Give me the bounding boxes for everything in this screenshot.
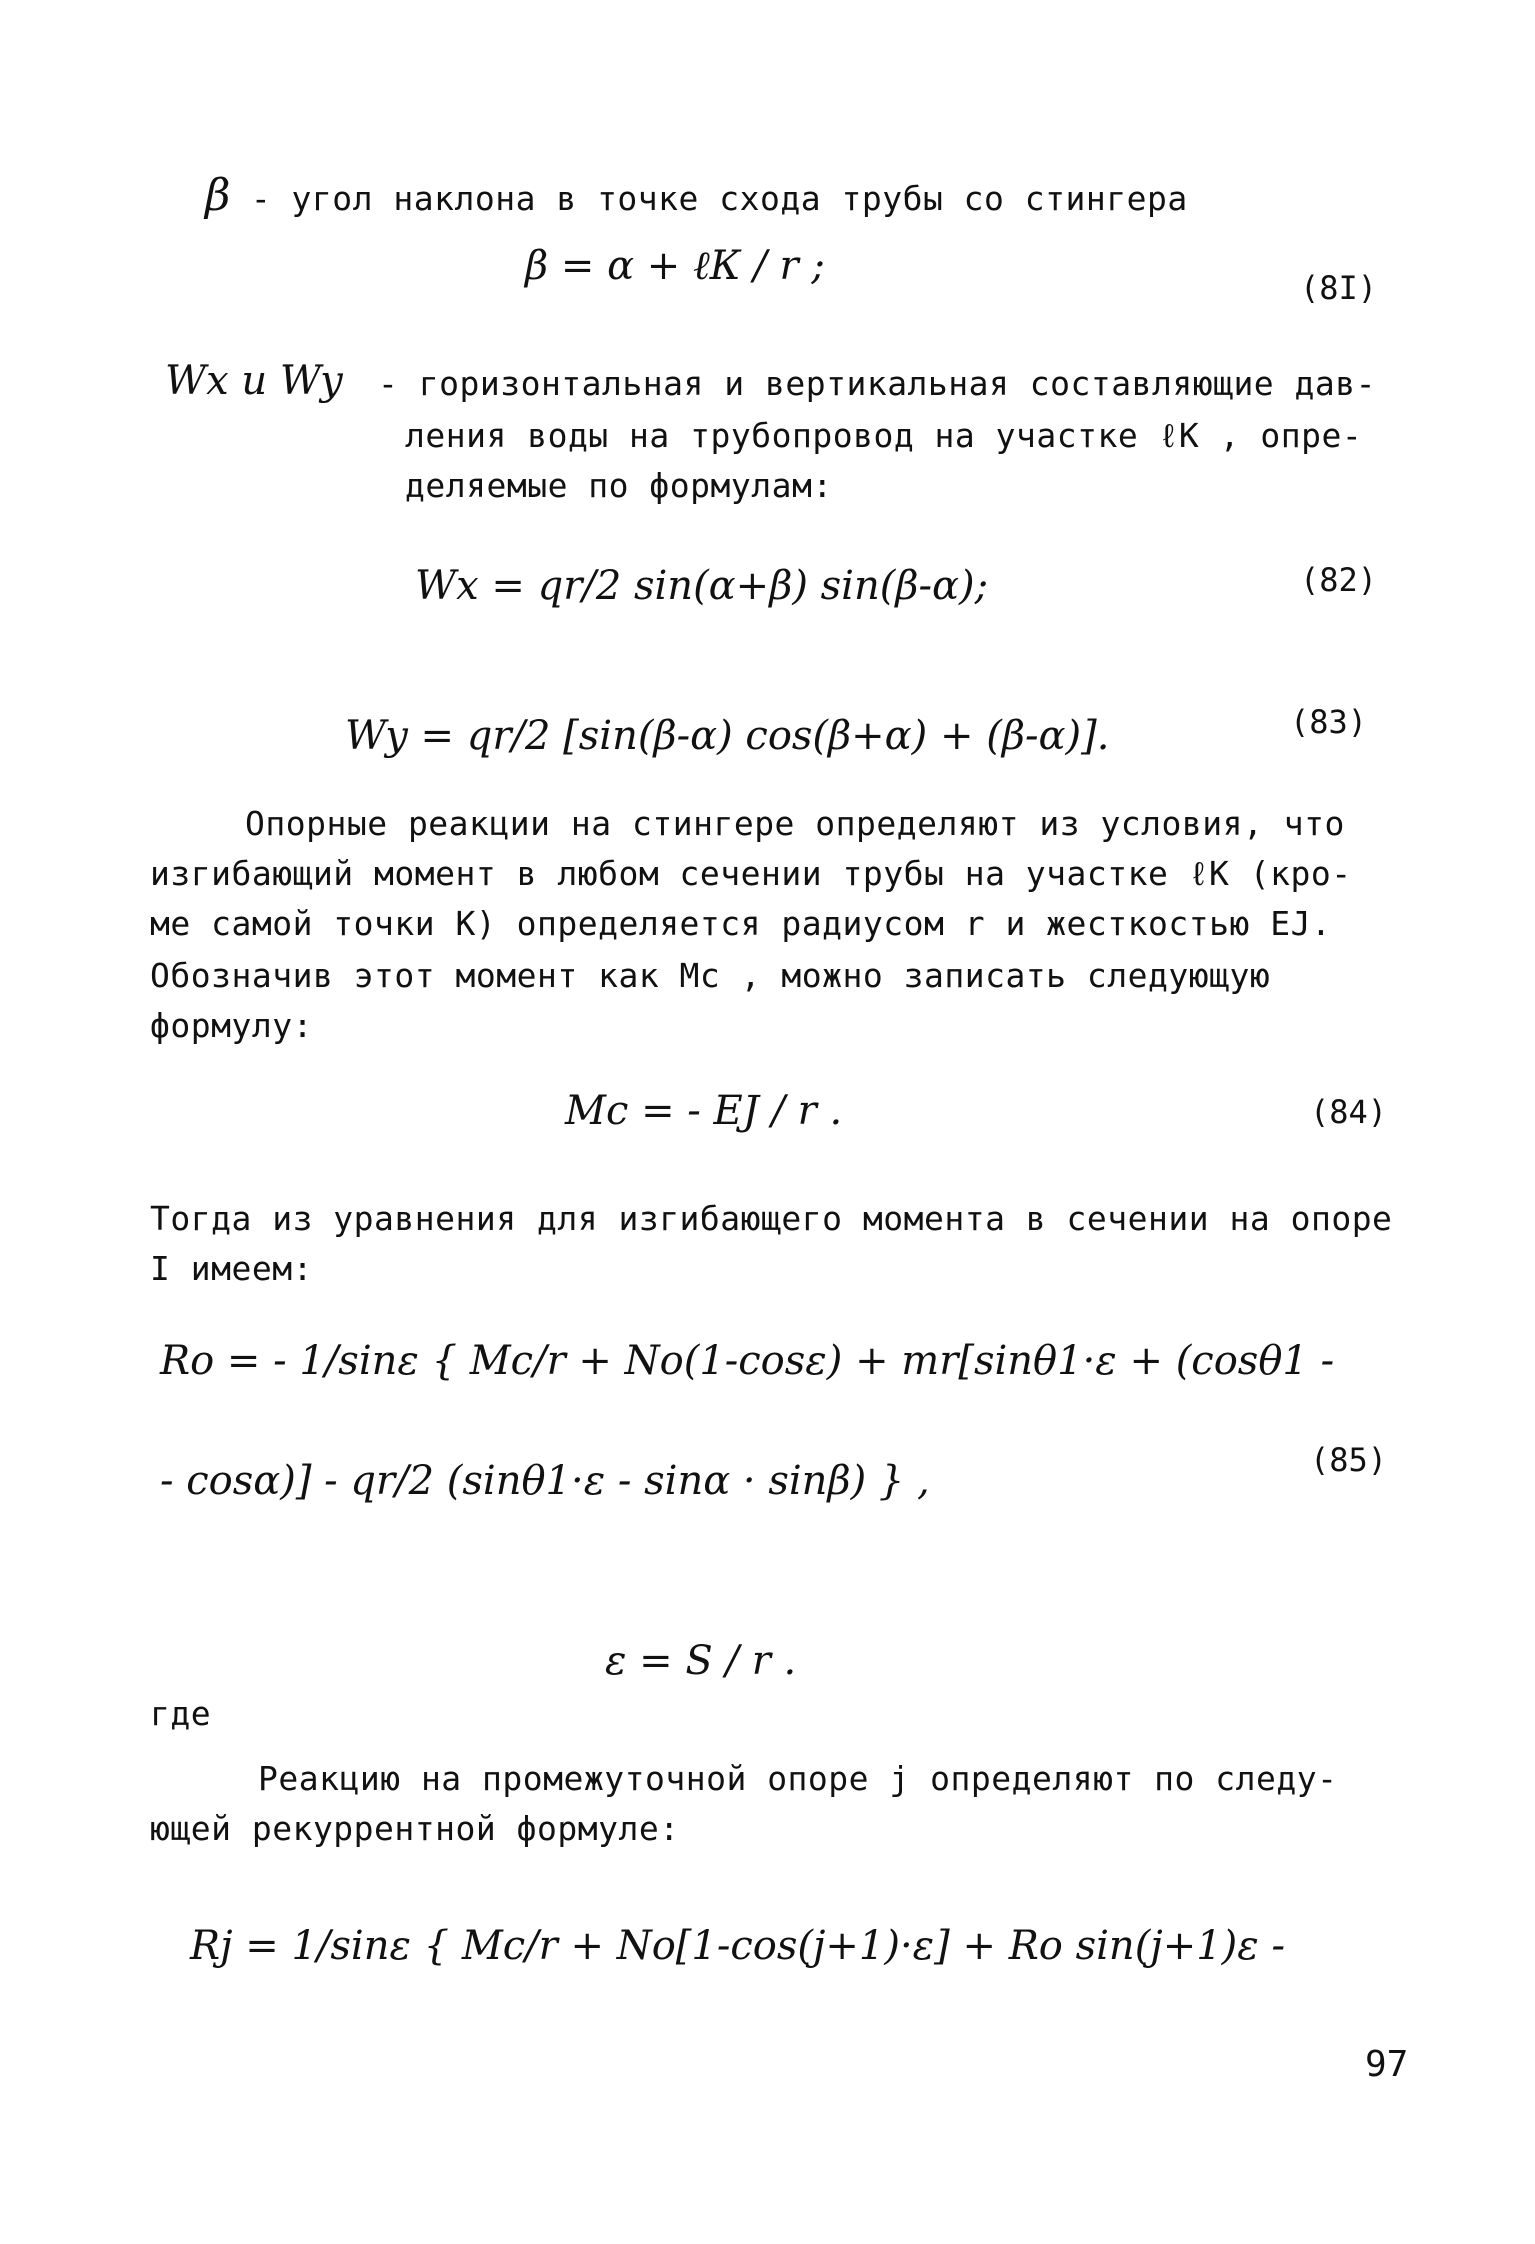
formula-85-line-1-expression: Rо = - 1/sinε { Mс/r + No(1-cosε) + mr[sinθ1·ε + (cosθ1 - bbox=[160, 1338, 1335, 1384]
text-line-recurrent-formula: ющей рекуррентной формуле: bbox=[150, 1809, 680, 1848]
formula-epsilon-expression: ε = S / r . bbox=[605, 1638, 797, 1684]
text-line-wx-wy-definition: - горизонтальная и вертикальная составляющие дав- bbox=[378, 364, 1377, 403]
equation-number-84: (84) bbox=[1310, 1093, 1388, 1131]
text-line-formula-label: формулу: bbox=[150, 1006, 313, 1045]
formula-82 bbox=[415, 560, 988, 612]
equation-number-85: (85) bbox=[1310, 1441, 1388, 1479]
text-line-beta-definition bbox=[205, 172, 1188, 223]
text-line-pressure-segment: ления воды на трубопровод на участке ℓК , опре- bbox=[405, 416, 1363, 455]
text-line-bending-moment: изгибающий момент в любом сечении трубы на участке ℓК (кро- bbox=[150, 854, 1352, 893]
formula-rj bbox=[190, 1920, 1285, 1972]
formula-83-expression: Wy = qr/2 [sin(β-α) cos(β+α) + (β-α)]. bbox=[345, 713, 1110, 759]
equation-number-82: (82) bbox=[1300, 561, 1378, 599]
formula-85-line-1 bbox=[160, 1335, 1334, 1387]
formula-81 bbox=[525, 240, 825, 292]
equation-number-83: (83) bbox=[1290, 703, 1368, 741]
formula-epsilon bbox=[605, 1635, 796, 1687]
formula-84 bbox=[565, 1085, 842, 1137]
formula-81-expression: β = α + ℓК / r ; bbox=[525, 243, 825, 289]
formula-85-line-2 bbox=[160, 1455, 930, 1507]
equation-number-81: (8I) bbox=[1300, 269, 1378, 307]
text-line-we-have: I имеем: bbox=[150, 1249, 313, 1288]
formula-84-expression: Mс = - EJ / r . bbox=[565, 1088, 843, 1134]
wx-wy-symbols: Wx и Wy bbox=[165, 358, 343, 404]
text-line-radius-stiffness: ме самой точки К) определяется радиусом r и жесткостью EJ. bbox=[150, 904, 1332, 943]
text-line-then-from-equation: Тогда из уравнения для изгибающего момента в сечении на опоре bbox=[150, 1199, 1393, 1238]
text-line-intermediate-support: Реакцию на промежуточной опоре j определяют по следу- bbox=[258, 1759, 1338, 1798]
text-line-support-reactions: Опорные реакции на стингере определяют из условия, что bbox=[245, 804, 1345, 843]
text-line-where: где bbox=[150, 1694, 212, 1733]
text-line-formulas-intro: деляемые по формулам: bbox=[405, 466, 833, 505]
beta-definition-text: - угол наклона в точке схода трубы со стингера bbox=[250, 179, 1188, 218]
formula-83 bbox=[345, 710, 1109, 762]
beta-symbol: β bbox=[205, 170, 231, 221]
formula-82-expression: Wx = qr/2 sin(α+β) sin(β-α); bbox=[415, 563, 989, 609]
formula-rj-expression: Rj = 1/sinε { Mс/r + No[1-cos(j+1)·ε] + Ro sin(j+1)ε - bbox=[190, 1923, 1285, 1969]
text-line-denote-moment: Обозначив этот момент как Mс , можно записать следующую bbox=[150, 956, 1271, 995]
formula-85-line-2-expression: - cosα)] - qr/2 (sinθ1·ε - sinα · sinβ) } , bbox=[160, 1458, 930, 1504]
page-number: 97 bbox=[1365, 2044, 1409, 2085]
